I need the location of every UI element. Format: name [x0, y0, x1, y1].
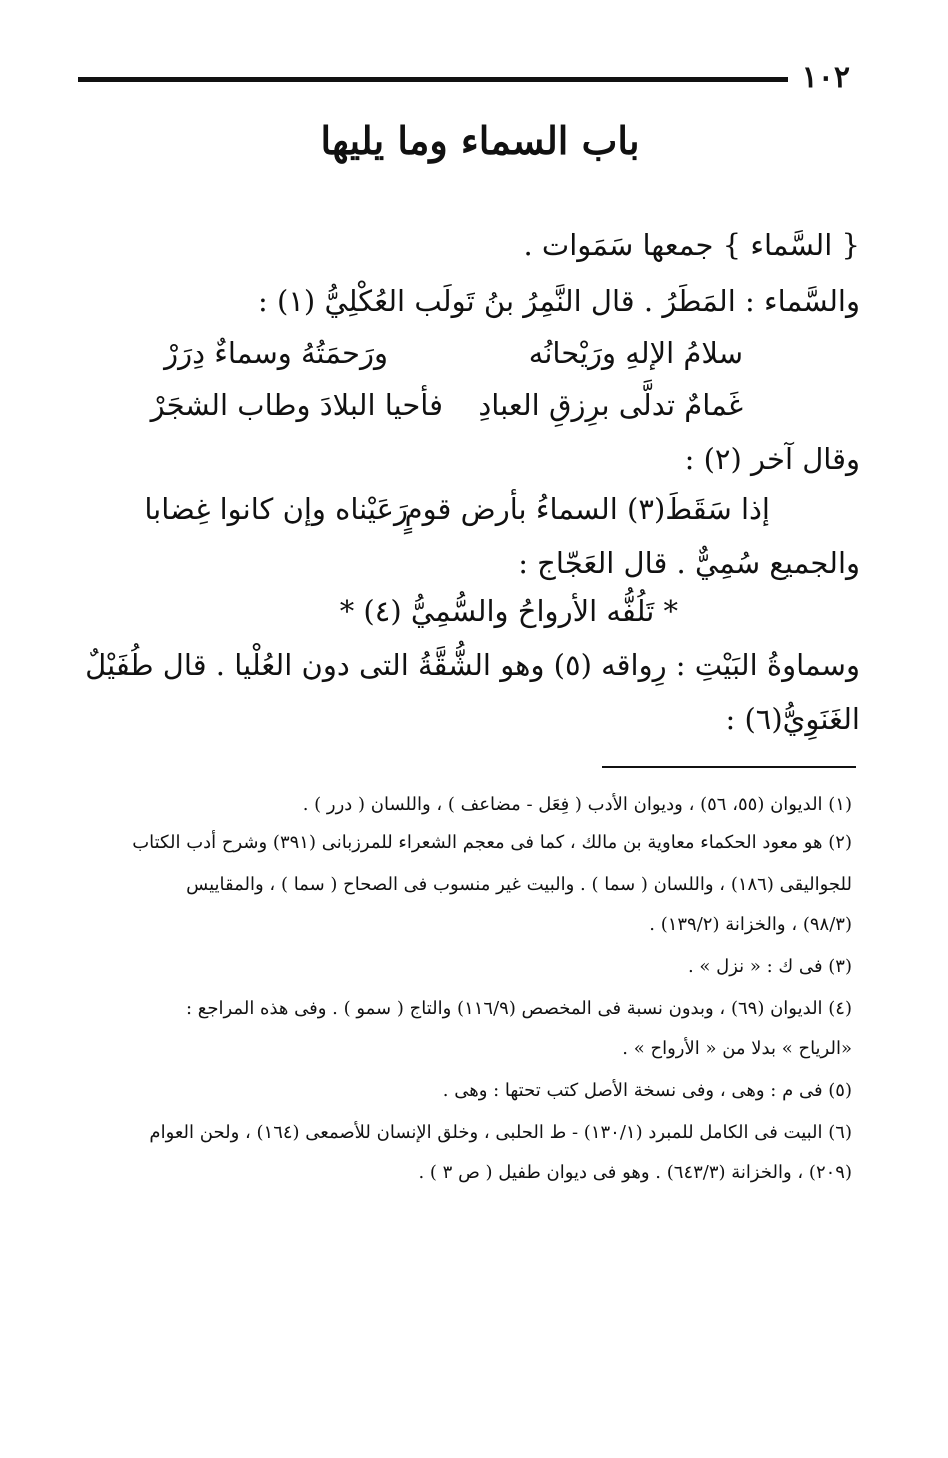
verse-line: * تَلُفُّه الأرواحُ والسُّمِيُّ (٤) * [339, 594, 678, 628]
footnote: (٦) البيت فى الكامل للمبرد (١٣٠/١) - ط الحلبى ، وخلق الإنسان للأصمعى (١٦٤) ، ولحن العوام [149, 1122, 852, 1143]
body-line: والجميع سُمِيٌّ . قال العَجّاج : [518, 546, 860, 580]
verse-hemistich: إذا سَقَطَ(٣) السماءُ بأرض قومٍ [404, 492, 770, 526]
footnote: (٤) الديوان (٦٩) ، وبدون نسبة فى المخصص (١١٦/٩) والتاج ( سمو ) . وفى هذه المراجع : [186, 998, 852, 1019]
chapter-title: باب السماء وما يليها [320, 118, 640, 163]
footnote: (٢) هو معود الحكماء معاوية بن مالك ، كما فى معجم الشعراء للمرزبانى (٣٩١) وشرح أدب الكتاب [132, 832, 852, 853]
body-line: وسماوةُ البَيْتِ : رِواقه (٥) وهو الشُّقَّةُ التى دون العُلْيا . قال طُفَيْلٌ [85, 648, 860, 682]
footnote: (٢٠٩) ، والخزانة (٦٤٣/٣) . وهو فى ديوان طفيل ( ص ٣ ) . [418, 1162, 852, 1183]
body-line: وقال آخر (٢) : [684, 442, 860, 476]
footnote: (٩٨/٣) ، والخزانة (١٣٩/٢) . [649, 914, 852, 935]
body-line: والسَّماء : المَطَرُ . قال النَّمِرُ بنُ تَولَب العُكْلِيُّ (١) : [258, 284, 860, 318]
verse-hemistich: سلامُ الإلهِ ورَيْحانُه [528, 336, 743, 370]
footnote: للجواليقى (١٨٦) ، واللسان ( سما ) . والبيت غير منسوب فى الصحاح ( سما ) ، والمقاييس [186, 874, 852, 895]
verse-hemistich: ورَحمَتُهُ وسماءٌ دِرَرْ [164, 336, 388, 370]
footnote: (٥) فى م : وهى ، وفى نسخة الأصل كتب تحتها : وهى . [442, 1080, 852, 1101]
footnote: «الرياح » بدلا من « الأرواح » . [622, 1038, 852, 1059]
header-rule [78, 77, 788, 82]
page-number: ١٠٢ [801, 60, 850, 95]
verse-hemistich: فأحيا البلادَ وطاب الشجَرْ [150, 388, 443, 422]
verse-hemistich: رَعَيْناه وإن كانوا غِضابا [144, 492, 408, 526]
body-line: { السَّماء } جمعها سَمَوات . [523, 228, 860, 262]
footnote: (١) الديوان (٥٥، ٥٦) ، وديوان الأدب ( فِعَل - مضاعف ) ، واللسان ( درر ) . [302, 794, 852, 815]
verse-hemistich: غَمامٌ تدلَّى برِزقِ العبادِ [478, 388, 743, 422]
body-line: الغَنَوِيُّ(٦) : [725, 702, 860, 736]
footnote: (٣) فى ك : « نزل » . [687, 956, 852, 977]
footnote-rule [602, 766, 856, 768]
